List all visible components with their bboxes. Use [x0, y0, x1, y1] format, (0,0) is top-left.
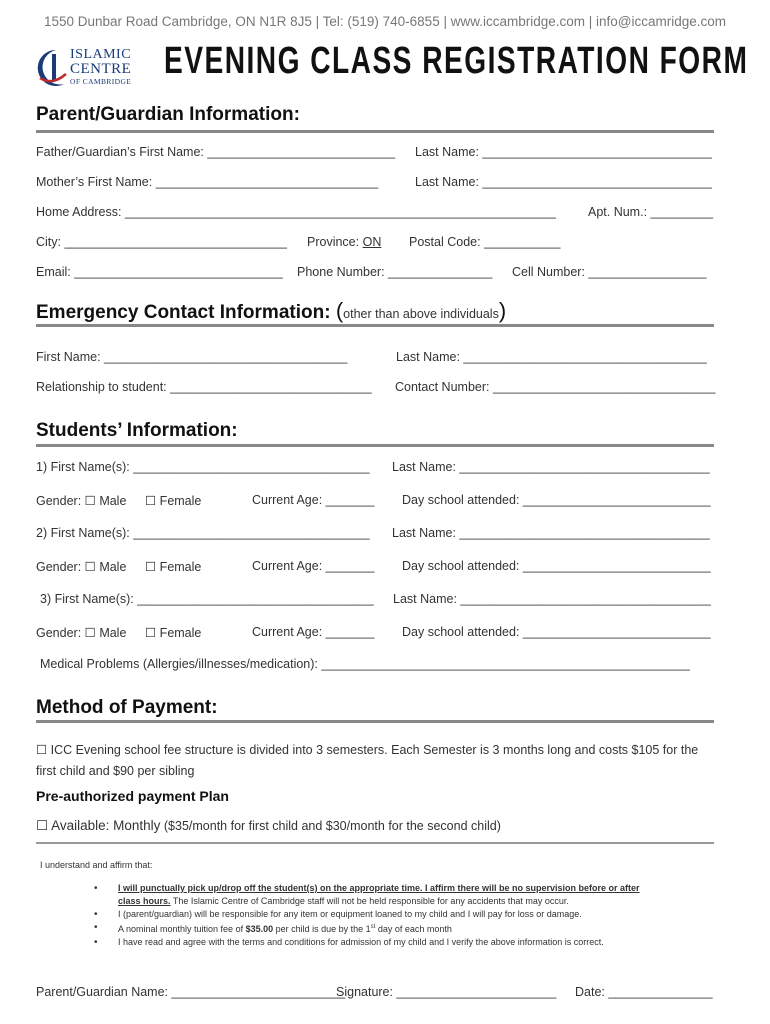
list-item: • I (parent/guardian) will be responsible for any item or equipment loaned to my child and I will pay for loss or damage.: [94, 908, 714, 921]
student-2-last-name-field[interactable]: Last Name: ____________________________________: [392, 526, 710, 540]
student-1-gender-female-checkbox[interactable]: ☐ Female: [145, 494, 202, 508]
form-title: EVENING CLASS REGISTRATION FORM: [164, 40, 749, 82]
student-2-first-name-field[interactable]: 2) First Name(s): __________________________________: [36, 526, 370, 540]
email-field[interactable]: Email: ______________________________: [36, 265, 283, 279]
section-divider: [36, 324, 714, 327]
city-field[interactable]: City: ________________________________: [36, 235, 287, 249]
section-divider: [36, 444, 714, 447]
fee-structure-checkbox[interactable]: ☐ ICC Evening school fee structure is divided into 3 semesters. Each Semester is 3 months long and costs $105 for the: [36, 743, 699, 757]
pre-authorized-plan-title: Pre-authorized payment Plan: [36, 788, 229, 804]
logo-text-islamic: ISLAMIC: [70, 47, 132, 62]
student-3-last-name-field[interactable]: Last Name: ____________________________________: [393, 592, 711, 606]
payment-section-heading: Method of Payment:: [36, 697, 218, 718]
student-2-school-field[interactable]: Day school attended: ___________________________: [402, 559, 711, 573]
phone-number-field[interactable]: Phone Number: _______________: [297, 265, 493, 279]
list-item: • I have read and agree with the terms and conditions for admission of my child and I verify the above information is correct.: [94, 936, 714, 949]
affirm-intro: I understand and affirm that:: [40, 860, 153, 870]
apt-num-field[interactable]: Apt. Num.: _________: [588, 205, 714, 219]
student-2-age-field[interactable]: Current Age: _______: [252, 559, 375, 573]
students-section-heading: Students’ Information:: [36, 420, 238, 441]
monthly-plan-option[interactable]: [36, 818, 501, 834]
student-3-gender-male-checkbox[interactable]: Gender: ☐ Male: [36, 626, 127, 640]
section-divider: [36, 720, 714, 723]
student-1-gender-male-checkbox[interactable]: Gender: ☐ Male: [36, 494, 127, 508]
student-1-last-name-field[interactable]: Last Name: ____________________________________: [392, 460, 710, 474]
tuition-amount: $35.00: [245, 924, 274, 934]
guardian-name-field[interactable]: Parent/Guardian Name: _________________________: [36, 985, 346, 999]
section-divider: [36, 130, 714, 133]
fee-structure-text: first child and $90 per sibling: [36, 764, 195, 778]
logo-text-centre: CENTRE: [70, 61, 132, 77]
student-3-school-field[interactable]: Day school attended: ___________________________: [402, 625, 711, 639]
tuition-pre: A nominal monthly tuition fee of: [118, 924, 246, 934]
monthly-plan-checkbox[interactable]: ☐ Available: Monthly: [36, 818, 161, 833]
student-1-school-field[interactable]: Day school attended: ___________________________: [402, 493, 711, 507]
paren-close: ): [498, 298, 507, 323]
crescent-logo-icon: [34, 44, 70, 92]
emergency-section-heading: [36, 298, 714, 324]
emergency-heading-text: Emergency Contact Information:: [36, 302, 336, 323]
contact-number-field[interactable]: Contact Number: ________________________________: [395, 380, 716, 394]
province-value: ON: [362, 235, 382, 249]
logo-text-cambridge: OF CAMBRIDGE: [70, 77, 132, 86]
class-hours-text: class hours.: [118, 896, 171, 906]
mother-last-name-field[interactable]: Last Name: _________________________________: [415, 175, 712, 189]
tuition-sup: st: [370, 924, 376, 930]
date-field[interactable]: Date: _______________: [575, 985, 713, 999]
student-1-first-name-field[interactable]: 1) First Name(s): __________________________________: [36, 460, 370, 474]
pickup-statement: I will punctually pick up/drop off the student(s) on the appropriate time. I affirm there will be no supervision before or after: [118, 883, 640, 893]
father-last-name-field[interactable]: Last Name: _________________________________: [415, 145, 712, 159]
emergency-note: other than above individuals: [343, 307, 499, 321]
student-3-age-field[interactable]: Current Age: _______: [252, 625, 375, 639]
logo: [34, 44, 154, 92]
student-3-gender-female-checkbox[interactable]: ☐ Female: [145, 626, 202, 640]
affirm-list: [94, 882, 714, 949]
affirm-divider: [36, 842, 714, 844]
contact-line: 1550 Dunbar Road Cambridge, ON N1R 8J5 | Tel: (519) 740-6855 | www.iccambridge.com | info@iccamridge.com: [43, 14, 727, 29]
cell-number-field[interactable]: Cell Number: _________________: [512, 265, 707, 279]
province-field: [307, 235, 381, 249]
home-address-field[interactable]: Home Address: ______________________________________________________________: [36, 205, 556, 219]
student-2-gender-female-checkbox[interactable]: ☐ Female: [145, 560, 202, 574]
mother-first-name-field[interactable]: Mother’s First Name: ________________________________: [36, 175, 379, 189]
medical-problems-field[interactable]: Medical Problems (Allergies/illnesses/medication): _____________________________________________________: [40, 657, 690, 671]
list-item: [94, 882, 714, 908]
relationship-field[interactable]: Relationship to student: _____________________________: [36, 380, 372, 394]
student-1-age-field[interactable]: Current Age: _______: [252, 493, 375, 507]
parent-section-heading: Parent/Guardian Information:: [36, 104, 300, 125]
student-2-gender-male-checkbox[interactable]: Gender: ☐ Male: [36, 560, 127, 574]
emergency-last-name-field[interactable]: Last Name: ___________________________________: [396, 350, 707, 364]
monthly-plan-detail: ($35/month for first child and $30/month for the second child): [160, 819, 501, 833]
tuition-post: day of each month: [375, 924, 452, 934]
postal-code-field[interactable]: Postal Code: ___________: [409, 235, 561, 249]
student-3-first-name-field[interactable]: 3) First Name(s): __________________________________: [40, 592, 374, 606]
paren-open: (: [335, 298, 344, 323]
tuition-mid: per child is due by the 1: [273, 924, 371, 934]
signature-field[interactable]: Signature: _______________________: [336, 985, 557, 999]
emergency-first-name-field[interactable]: First Name: ___________________________________: [36, 350, 348, 364]
liability-text: The Islamic Centre of Cambridge staff will not be held responsible for any accidents that may occur.: [170, 896, 569, 906]
father-first-name-field[interactable]: Father/Guardian’s First Name: ___________________________: [36, 145, 396, 159]
list-item: [94, 921, 714, 936]
province-label: Province:: [307, 235, 363, 249]
